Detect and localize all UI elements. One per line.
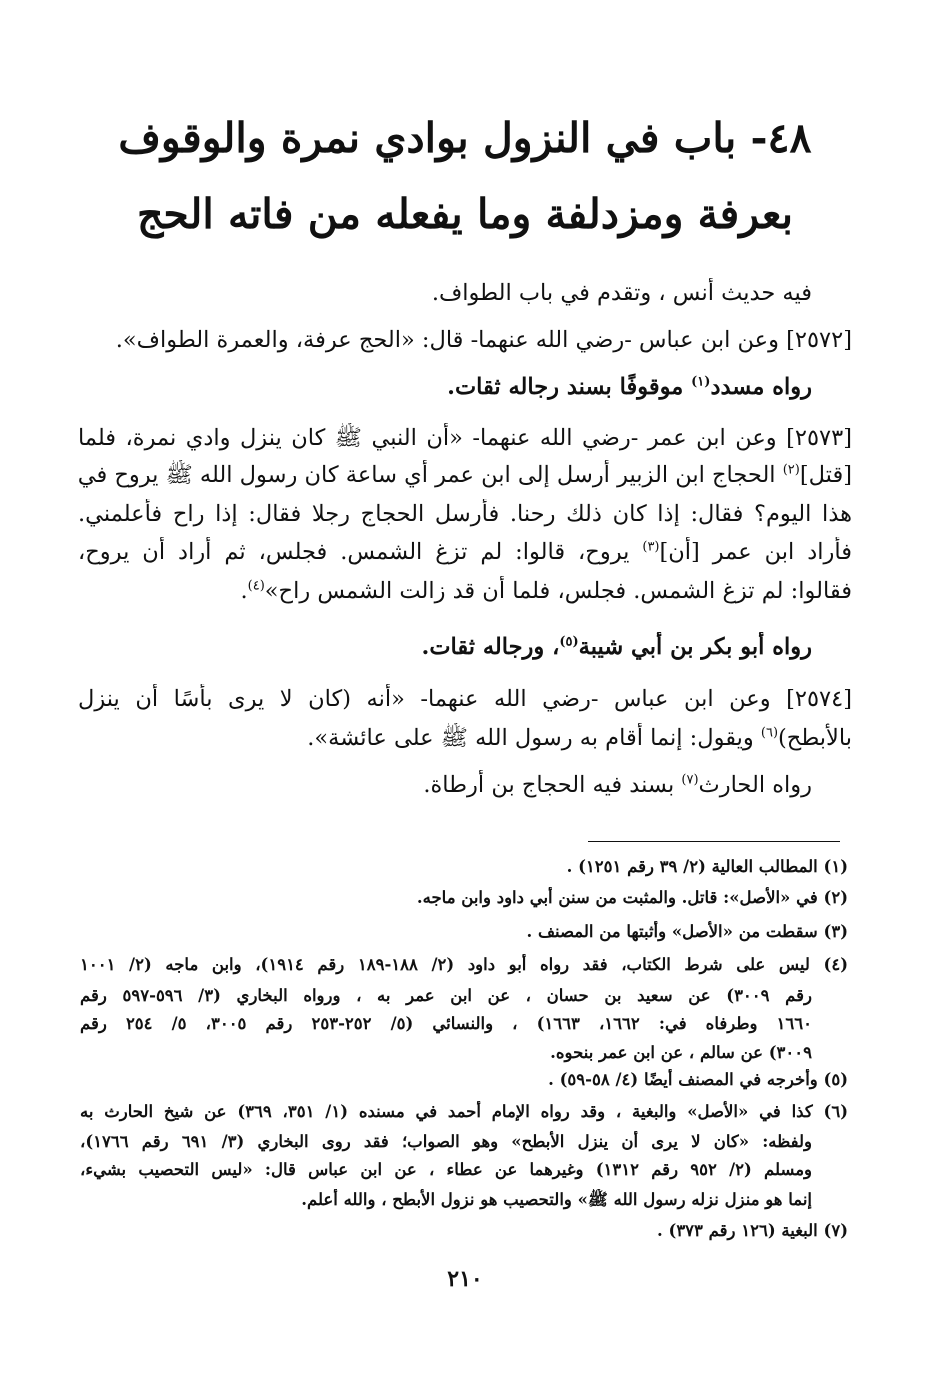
footnote-1: (١) المطالب العالية (٢/ ٣٩ رقم ١٢٥١) . xyxy=(566,857,848,876)
footnote-6-continued: ومسلم (٢/ ٩٥٢ رقم ١٣١٢) وغيرهما عن عطاء ، عن ابن عباس قال: «ليس التحصيب بشيء، xyxy=(80,1160,812,1179)
line-text: فقالوا: لم تزغ الشمس. فجلس، فلما أن قد زالت الشمس راح» xyxy=(264,578,852,604)
footnote-6: (٦) كذا في «الأصل» والبغية ، وقد رواه الإمام أحمد في مسنده (١/ ٣٥١، ٣٦٩) عن شيخ الحارث به xyxy=(80,1102,848,1121)
footnote-ref: (٧) xyxy=(681,772,699,788)
source-text: بسند فيه الحجاج بن أرطاة. xyxy=(423,772,682,798)
hadith-2573-line: هذا اليوم؟ فقال: إذا كان ذلك رحنا. فأرسل الحجاج رجلا فقال: إذا راح فأعلمني. xyxy=(78,501,852,527)
footnote-7: (٧) البغية (١٢٦ رقم ٣٧٣) . xyxy=(657,1221,848,1240)
line-text: . xyxy=(240,578,248,604)
chapter-title-line-2: بعرفة ومزدلفة وما يفعله من فاته الحج xyxy=(136,190,794,238)
footnote-ref: (٢) xyxy=(782,462,800,478)
footnote-4-continued: ١٦٦٠ وطرفاه في: ١٦٦٢، ١٦٦٣) ، والنسائي (٥/ ٢٥٢-٢٥٣ رقم ٣٠٠٥، ٥/ ٢٥٤ رقم xyxy=(80,1014,812,1033)
footnote-3: (٣) سقطت من «الأصل» وأثبتها من المصنف . xyxy=(526,922,848,941)
source-text: رواه أبو بكر بن أبي شيبة xyxy=(578,634,812,660)
hadith-2573-line xyxy=(78,576,852,606)
line-text: فأراد ابن عمر [أن] xyxy=(659,539,852,565)
footnote-5: (٥) وأخرجه في المصنف أيضًا (٤/ ٥٨-٥٩) . xyxy=(548,1070,848,1089)
line-text: الحجاج ابن الزبير أرسل إلى ابن عمر أي ساعة كان رسول الله ﷺ يروح في xyxy=(78,462,783,488)
footnote-ref: (١) xyxy=(691,374,711,390)
footnote-4-continued: رقم ٣٠٠٩) عن سعيد بن حسان ، عن ابن عمر به ، ورواه البخاري (٣/ ٥٩٦-٥٩٧ رقم xyxy=(80,986,812,1005)
hadith-2574-line: [٢٥٧٤] وعن ابن عباس -رضي الله عنهما- «أنه (كان لا يرى بأسًا أن ينزل xyxy=(78,686,852,712)
footnote-ref: (٥) xyxy=(559,634,579,650)
hadith-2573-source xyxy=(78,632,812,662)
hadith-2572-source xyxy=(78,372,812,402)
line-text: بالأبطح) xyxy=(778,725,852,751)
footnote-6-continued: ولفظه: «كان لا يرى أن ينزل الأبطح» وهو الصواب؛ فقد روى البخاري (٣/ ٦٩١ رقم ١٧٦٦)، xyxy=(80,1132,812,1151)
source-text: ، ورجاله ثقات. xyxy=(421,634,560,660)
footnote-ref: (٣) xyxy=(642,539,660,555)
hadith-2574-source xyxy=(78,770,812,800)
chapter-title-line-1: ٤٨- باب في النزول بوادي نمرة والوقوف xyxy=(118,114,812,162)
hadith-2573-line xyxy=(78,537,852,567)
footnote-separator xyxy=(588,841,840,842)
source-text: رواه مسدد xyxy=(710,374,812,400)
source-text: رواه الحارث xyxy=(698,772,812,798)
page-number: ٢١٠ xyxy=(447,1266,483,1292)
footnote-4: (٤) ليس على شرط الكتاب، فقد رواه أبو داود (٢/ ١٨٨-١٨٩ رقم ١٩١٤)، وابن ماجه (٢/ ١٠٠١ xyxy=(80,955,848,974)
hadith-2574-line xyxy=(78,723,852,753)
hadith-2573-line: [٢٥٧٣] وعن ابن عمر -رضي الله عنهما- «أن النبي ﷺ كان ينزل وادي نمرة، فلما xyxy=(78,425,852,451)
line-text: يروح، قالوا: لم تزغ الشمس. فجلس، ثم أراد أن يروح، xyxy=(78,539,643,565)
footnote-ref: (٤) xyxy=(247,578,265,594)
source-text: موقوفًا بسند رجاله ثقات. xyxy=(447,374,692,400)
footnote-2: (٢) في «الأصل»: قاتل. والمثبت من سنن أبي داود وابن ماجه. xyxy=(416,888,848,907)
hadith-2572-line: [٢٥٧٢] وعن ابن عباس -رضي الله عنهما- قال: «الحج عرفة، والعمرة الطواف». xyxy=(115,327,852,353)
footnote-ref: (٦) xyxy=(760,725,779,741)
body-line: فيه حديث أنس ، وتقدم في باب الطواف. xyxy=(431,280,812,306)
footnote-6-continued: إنما هو منزل نزله رسول الله ﷺ» والتحصيب هو نزول الأبطح ، والله أعلم. xyxy=(301,1190,812,1209)
hadith-2573-line xyxy=(78,460,852,490)
line-text: ويقول: إنما أقام به رسول الله ﷺ على عائشة». xyxy=(307,725,761,751)
footnote-4-continued: ٣٠٠٩) عن سالم ، عن ابن عمر بنحوه. xyxy=(550,1043,812,1062)
line-text: [قتل] xyxy=(799,462,852,488)
